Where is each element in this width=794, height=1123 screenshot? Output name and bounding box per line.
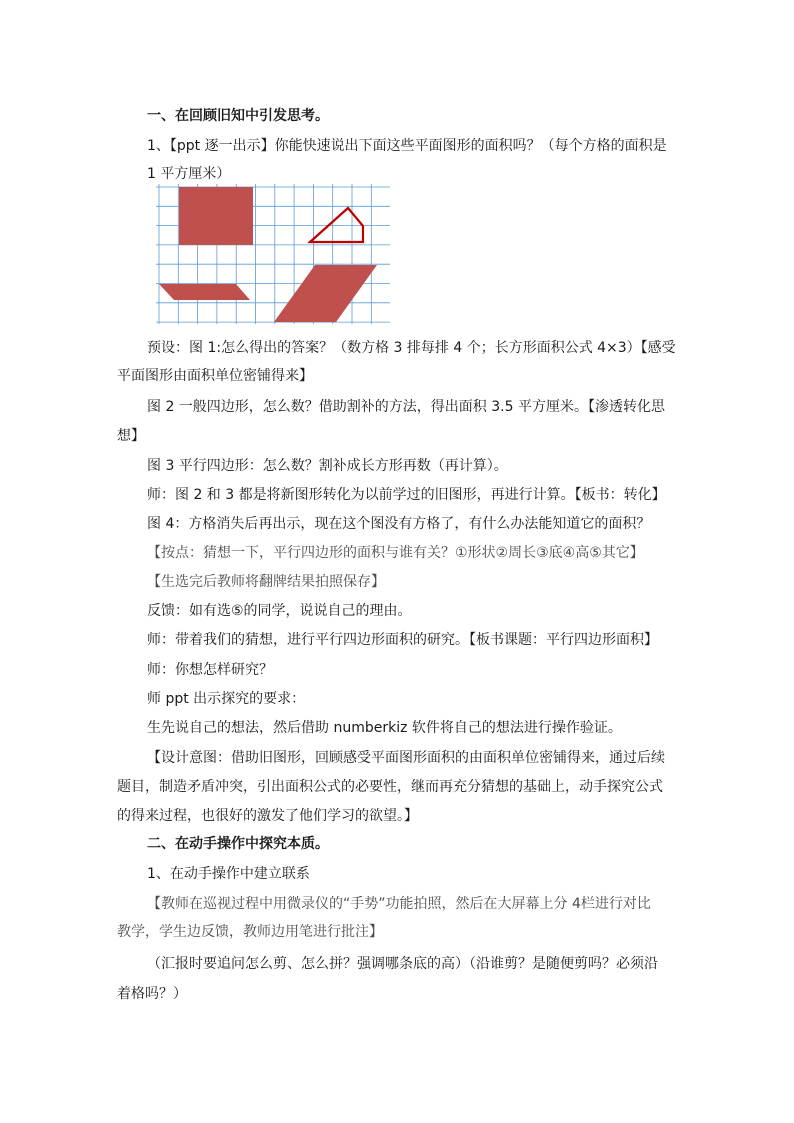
paragraph-line: 反馈：如有选⑤的同学，说说自己的理由。 — [147, 603, 412, 619]
question1-line1: 1、【ppt 逐一出示】你能快速说出下面这些平面图形的面积吗？（每个方格的面积是 — [147, 138, 667, 154]
paragraph-line: 【设计意图：借助旧图形，回顾感受平面图形面积的由面积单位密铺得来，通过后续 — [147, 750, 665, 766]
section2-heading: 二、在动手操作中探究本质。 — [147, 836, 329, 852]
paragraph-line: 想】 — [117, 428, 145, 444]
paragraph-line: 师：你想怎样研究？ — [147, 662, 273, 678]
paragraph-line: 图 3 平行四边形：怎么数？割补成长方形再数（再计算）。 — [147, 458, 508, 474]
question1-line2: 1 平方厘米） — [147, 166, 231, 182]
section2-question-line2: 着格吗？） — [117, 986, 187, 1002]
section2-question-line1: （汇报时要追问怎么剪、怎么拼？强调哪条底的高）（沿谁剪？是随便剪吗？必须沿 — [147, 956, 658, 972]
grid-shapes-figure — [156, 184, 390, 324]
section2-subheading: 1、在动手操作中建立联系 — [147, 866, 310, 882]
paragraph-line: 生先说自己的想法，然后借助 numberkiz 软件将自己的想法进行操作验证。 — [147, 720, 622, 736]
paragraph-line: 的得来过程，也很好的激发了他们学习的欲望。】 — [117, 808, 418, 824]
trapezoid-shape — [159, 284, 250, 300]
paragraph-line: 题目，制造矛盾冲突，引出面积公式的必要性，继而再充分猜想的基础上，动手探究公式 — [117, 779, 663, 795]
paragraph-line: 图 4：方格消失后再出示，现在这个图没有方格了，有什么办法能知道它的面积？ — [147, 516, 651, 532]
paragraph-line: 【生选完后教师将翻牌结果拍照保存】 — [147, 574, 385, 590]
paragraph-line: 预设：图 1:怎么得出的答案？（数方格 3 排每排 4 个；长方形面积公式 4×3）【感受 — [147, 340, 676, 356]
paragraph-line: 图 2 一般四边形，怎么数？借助割补的方法，得出面积 3.5 平方厘米。【渗透转化思 — [147, 399, 665, 415]
section2-note-line1: 【教师在巡视过程中用微录仪的“手势”功能拍照，然后在大屏幕上分 4栏进行对比 — [147, 896, 651, 912]
section2-note-line2: 教学，学生边反馈，教师边用笔进行批注】 — [117, 924, 383, 940]
paragraph-line: 平面图形由面积单位密铺得来】 — [117, 368, 313, 384]
paragraph-line: 师：带着我们的猜想，进行平行四边形面积的研究。【板书课题：平行四边形面积】 — [147, 632, 658, 648]
paragraph-line: 师 ppt 出示探究的要求： — [147, 691, 306, 707]
paragraph-line: 【按点：猜想一下，平行四边形的面积与谁有关？①形状②周长③底④高⑤其它】 — [147, 545, 644, 561]
rectangle-shape — [179, 187, 253, 245]
paragraph-line: 师：图 2 和 3 都是将新图形转化为以前学过的旧图形，再进行计算。【板书：转化】 — [147, 487, 666, 503]
section1-heading: 一、在回顾旧知中引发思考。 — [147, 108, 329, 124]
